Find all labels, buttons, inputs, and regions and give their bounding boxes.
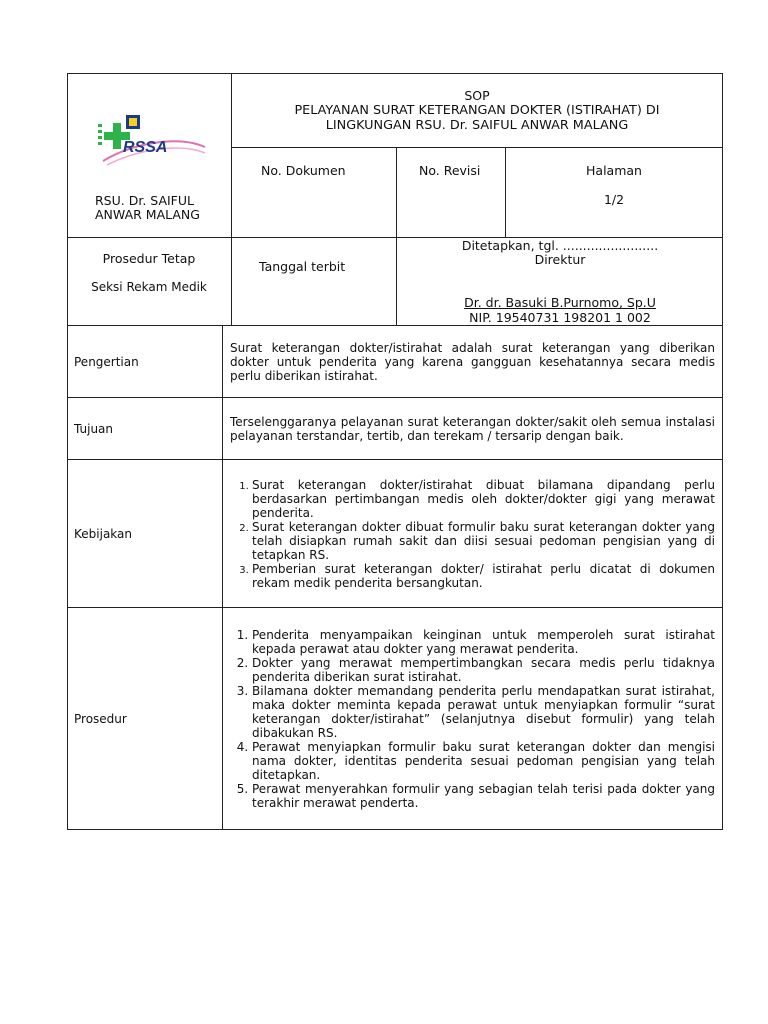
hospital-name-line1: RSU. Dr. SAIFUL	[95, 193, 194, 208]
sop-document	[67, 73, 723, 810]
sop-body-table	[67, 325, 723, 830]
pengertian-label: Pengertian	[68, 326, 223, 398]
hospital-name-line2: ANWAR MALANG	[95, 207, 200, 222]
kebijakan-item: 3. Pemberian surat keterangan dokter/ istirahat perlu dicatat di dokumen rekam medik penderita bersangkutan.	[252, 562, 715, 590]
kebijakan-label: Kebijakan	[68, 460, 223, 608]
logo-text: RSSA	[123, 139, 168, 156]
tujuan-text: Terselenggaranya pelayanan surat keterangan dokter/sakit oleh semua instalasi pelayanan terstandar, tertib, dan terekam / tersarip dengan baik.	[223, 398, 723, 460]
prosedur-item: 5. Perawat menyerahkan formulir yang sebagian telah terisi pada dokter yang terakhir merawat penderta.	[252, 782, 715, 810]
kebijakan-list	[230, 478, 715, 590]
prosedur-content	[223, 608, 723, 830]
halaman-label: Halaman	[586, 163, 642, 178]
prosedur-tetap-label: Prosedur Tetap	[102, 251, 196, 266]
tanggal-terbit-label: Tanggal terbit	[259, 259, 346, 274]
prosedur-item: 3. Bilamana dokter memandang penderita perlu mendapatkan surat istirahat, maka dokter meminta kepada perawat untuk menyiapkan formulir “surat keterangan dokter/istirahat” (selanjutnya disebut formulir) yang telah dibakukan RS.	[252, 684, 715, 740]
prosedur-list	[230, 628, 715, 810]
kebijakan-item: 1. Surat keterangan dokter/istirahat dibuat bilamana dipandang perlu berdasarkan pertimbangan medis oleh dokter/dokter gigi yang merawat penderita.	[252, 478, 715, 520]
row-kebijakan	[68, 460, 723, 608]
direktur-name: Dr. dr. Basuki B.Purnomo, Sp.U	[464, 295, 656, 310]
sop-header	[67, 73, 723, 325]
sop-title-line1: PELAYANAN SURAT KETERANGAN DOKTER (ISTIRAHAT) DI	[294, 103, 660, 118]
kebijakan-item: 2. Surat keterangan dokter dibuat formulir baku surat keterangan dokter yang telah disiapkan rumah sakit dan diisi sesuai pedoman pengisian yang di tetapkan RS.	[252, 520, 715, 562]
prosedur-item: 2. Dokter yang merawat mempertimbangkan secara medis perlu tidaknya penderita diberikan surat istirahat.	[252, 656, 715, 684]
title-divider	[231, 147, 723, 148]
direktur-label: Direktur	[534, 252, 586, 267]
no-revisi-label: No. Revisi	[419, 163, 481, 178]
prosedur-label: Prosedur	[68, 608, 223, 830]
prosedur-item: 1. Penderita menyampaikan keinginan untuk memperoleh surat istirahat kepada perawat atau dokter yang merawat penderita.	[252, 628, 715, 656]
row-pengertian	[68, 326, 723, 398]
direktur-nip: NIP. 19540731 198201 1 002	[469, 310, 651, 325]
sop-title-line2: LINGKUNGAN RSU. Dr. SAIFUL ANWAR MALANG	[325, 118, 629, 133]
kebijakan-content	[223, 460, 723, 608]
row-prosedur	[68, 608, 723, 830]
ditetapkan-line: Ditetapkan, tgl. ........................	[461, 238, 659, 253]
no-dokumen-label: No. Dokumen	[261, 163, 346, 178]
tujuan-label: Tujuan	[68, 398, 223, 460]
rssa-logo	[93, 103, 207, 173]
header-border-top	[67, 73, 723, 74]
rssa-logo-icon	[93, 103, 207, 173]
row-tujuan	[68, 398, 723, 460]
pengertian-text: Surat keterangan dokter/istirahat adalah surat keterangan yang diberikan dokter untuk penderita yang karena gangguan kesehatannya secara medis perlu diberikan istirahat.	[223, 326, 723, 398]
prosedur-item: 4. Perawat menyiapkan formulir baku surat keterangan dokter dan mengisi nama dokter, identitas penderita sesuai pedoman pengisian yang telah ditetapkan.	[252, 740, 715, 782]
sop-label: SOP	[464, 88, 490, 103]
seksi-rekam-medik: Seksi Rekam Medik	[91, 280, 207, 294]
halaman-value: 1/2	[603, 192, 625, 207]
header-border-right	[722, 73, 723, 325]
